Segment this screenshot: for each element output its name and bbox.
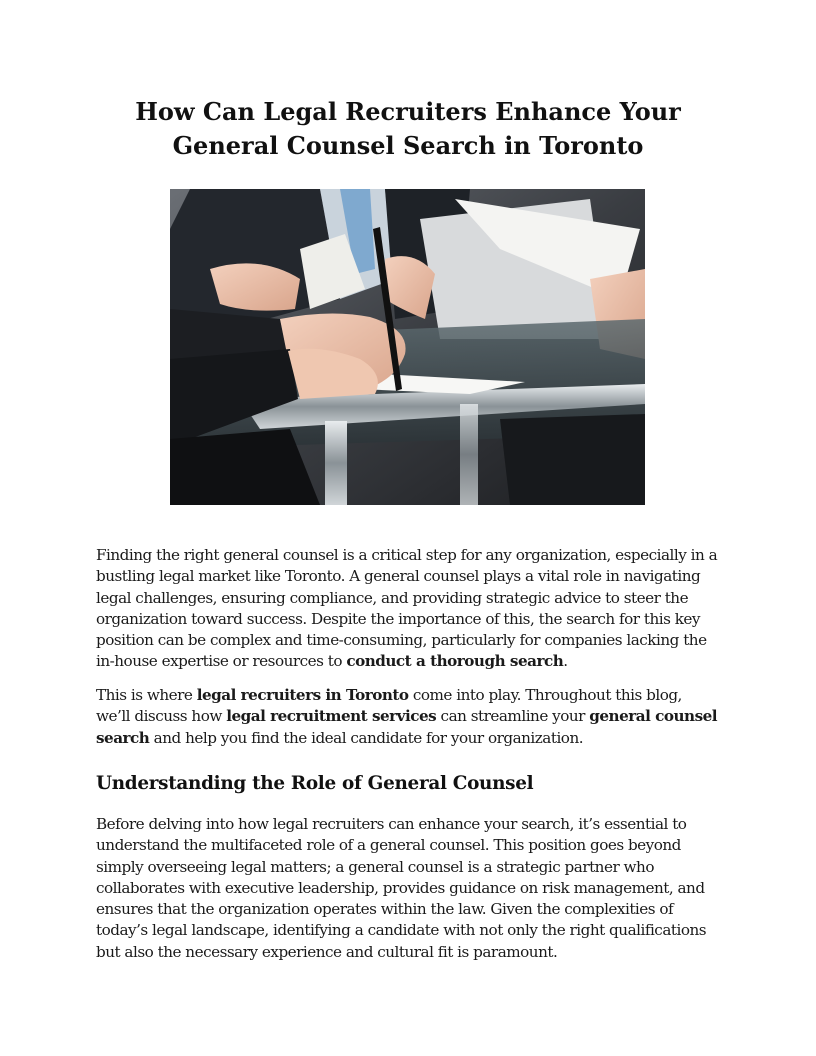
general-counsel-search-link[interactable]: general counsel search	[96, 707, 718, 747]
section-heading: Understanding the Role of General Counsel	[96, 773, 534, 794]
legal-recruitment-services-link[interactable]: legal recruitment services	[226, 707, 437, 726]
intro-paragraph	[96, 545, 720, 673]
para2-text-4: and help you find the ideal candidate for your organization.	[149, 728, 584, 747]
intro-text-1: Finding the right general counsel is a critical step for any organization, especially in a bustling legal market like Toronto. A general counsel plays a vital role in navigating legal challenges, ensuring compliance, and providing strategic advice to steer the organization toward success. Despite the importance of this, the search for this key position can be complex and time-consuming, particularly for companies lacking the in-house expertise or resources to	[96, 546, 718, 671]
intro-text-2: .	[563, 652, 568, 671]
meeting-photo	[170, 189, 645, 505]
legal-recruiters-toronto-link[interactable]: legal recruiters in Toronto	[196, 686, 409, 704]
role-paragraph: Before delving into how legal recruiters can enhance your search, it’s essential to understand the multifaceted role of a general counsel. This position goes beyond simply overseeing legal matters; a general counsel is a strategic partner who collaborates with executive leadership, provides guidance on risk management, and ensures that the organization operates within the law. Given the complexities of today’s legal landscape, identifying a candidate with not only the right qualifications but also the necessary experience and cultural fit is paramount.	[96, 815, 707, 961]
para2-text-3: can streamline your	[436, 707, 590, 726]
para2-text-2: come into play. Throughout this blog, we’ll discuss how	[96, 686, 682, 726]
page-title: How Can Legal Recruiters Enhance Your General Counsel Search in Toronto	[135, 97, 681, 160]
para2-text-1: This is where	[96, 686, 197, 704]
conduct-thorough-search-link[interactable]: conduct a thorough search	[346, 652, 564, 671]
recruiters-paragraph	[96, 685, 720, 749]
